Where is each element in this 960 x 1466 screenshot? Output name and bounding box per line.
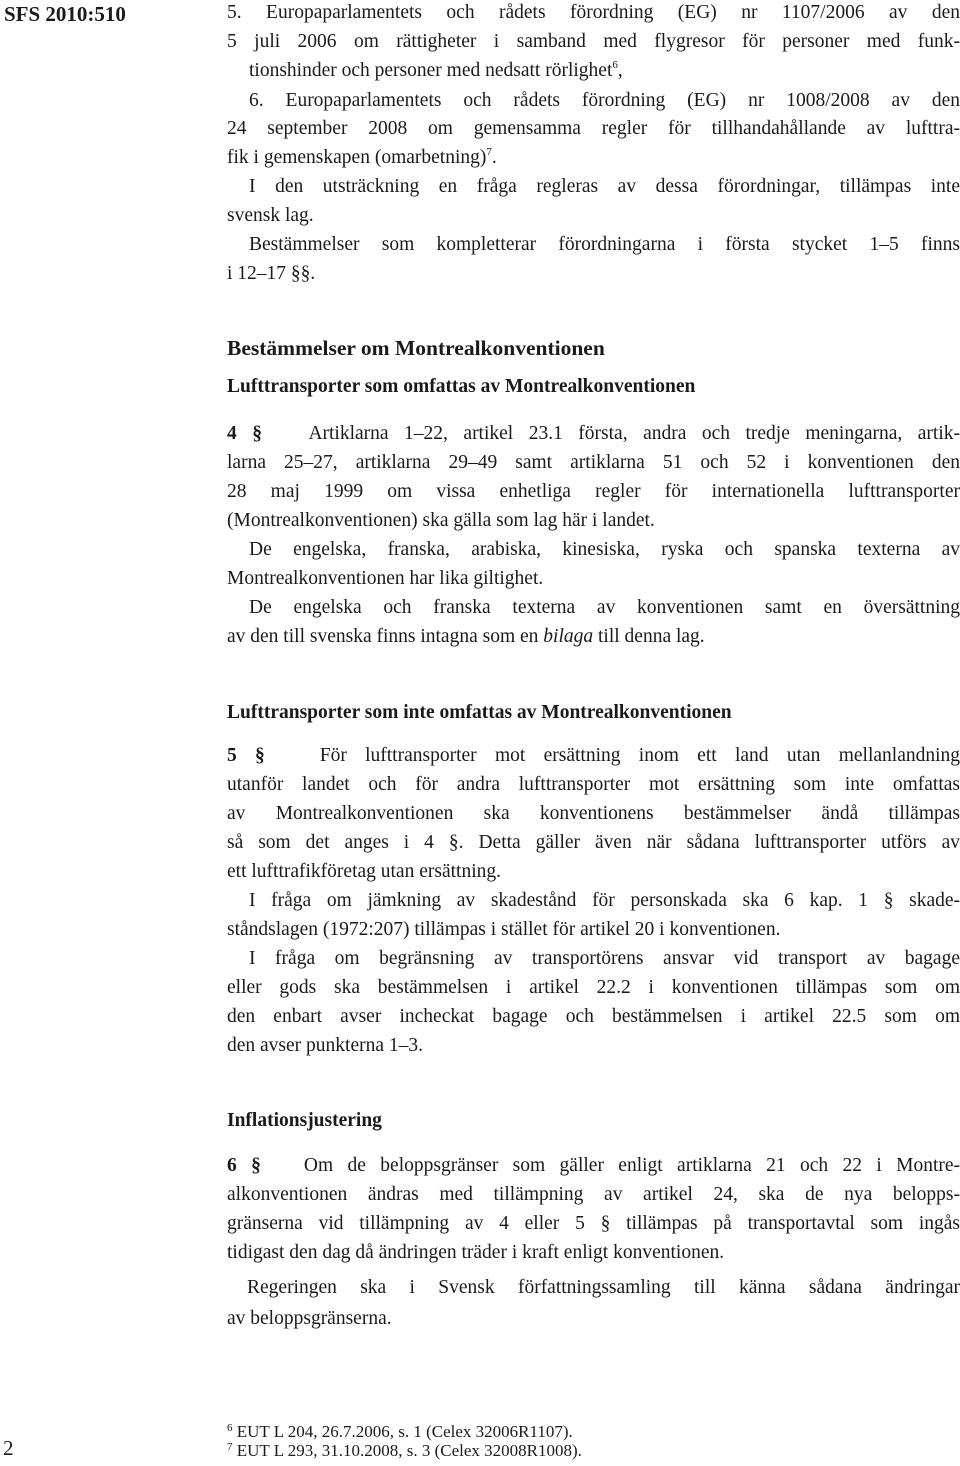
section-6-line-2: alkonventionen ändras med tillämpning av artikel 24, ska de nya belopps- xyxy=(227,1184,960,1205)
section-4-para-2-line-2: Montrealkonventionen har lika giltighet. xyxy=(227,568,544,589)
section-5-line-3: av Montrealkonventionen ska konventionens bestämmelser ändå tillämpas xyxy=(227,803,960,824)
section-4-line-4: (Montrealkonventionen) ska gälla som lag här i landet. xyxy=(227,510,655,531)
footnote-6: $^6$ EUT L 204, 26.7.2006, s. 1 (Celex 32006R1107). xyxy=(227,1422,573,1441)
section-5-line-4: så som det anges i 4 §. Detta gäller även när sådana lufttransporter utförs av xyxy=(227,832,960,853)
section-5-line-1: 5 § För lufttransporter mot ersättning inom ett land utan mellanlandning xyxy=(227,745,960,766)
section-4-para-3-line-2: av den till svenska finns intagna som en bilaga till denna lag. xyxy=(227,626,705,647)
section-5-para-3-line-4: den avser punkterna 1–3. xyxy=(227,1035,424,1056)
section-4-line-2: larna 25–27, artiklarna 29–49 samt artiklarna 51 och 52 i konventionen den xyxy=(227,452,960,473)
supplement-paragraph-line-2: i 12–17 §§. xyxy=(227,263,316,284)
section-6-number: 6 § xyxy=(227,1155,261,1176)
section-5-para-3-line-2: eller gods ska bestämmelsen i artikel 22.2 i konventionen tillämpas som om xyxy=(227,977,960,998)
scope-paragraph-line-2: svensk lag. xyxy=(227,205,314,226)
heading-not-covered-transports: Lufttransporter som inte omfattas av Montrealkonventionen xyxy=(227,702,732,723)
section-6-line-4: tidigast den dag då ändringen träder i kraft enligt konventionen. xyxy=(227,1242,725,1263)
bilaga-emphasis: bilaga xyxy=(543,626,594,647)
section-5-line-5: ett lufttrafikföretag utan ersättning. xyxy=(227,861,501,882)
footnote-ref-6: 6 xyxy=(612,59,618,71)
section-5-number: 5 § xyxy=(227,745,265,766)
supplement-paragraph-line-1: Bestämmelser som kompletterar förordningarna i första stycket 1–5 finns xyxy=(249,234,960,255)
heading-covered-transports: Lufttransporter som omfattas av Montrealkonventionen xyxy=(227,376,696,397)
heading-montreal-provisions: Bestämmelser om Montrealkonventionen xyxy=(227,336,605,360)
list-item-5-line-3: tionshinder och personer med nedsatt rörlighet$^6$, xyxy=(249,59,623,81)
section-4-number: 4 § xyxy=(227,423,262,444)
section-6-line-1: 6 § Om de beloppsgränser som gäller enligt artiklarna 21 och 22 i Montre- xyxy=(227,1155,960,1176)
list-item-5-line-2: 5 juli 2006 om rättigheter i samband med flygresor för personer med funk- xyxy=(227,31,960,52)
section-5-para-2-line-1: I fråga om jämkning av skadestånd för personskada ska 6 kap. 1 § skade- xyxy=(249,890,960,911)
heading-inflation-adjustment: Inflationsjustering xyxy=(227,1110,382,1131)
footnote-7: $^7$ EUT L 293, 31.10.2008, s. 3 (Celex 32008R1008). xyxy=(227,1441,582,1460)
section-6-line-3: gränserna vid tillämpning av 4 eller 5 § tillämpas på transportavtal som ingås xyxy=(227,1213,960,1234)
section-5-line-2: utanför landet och för andra lufttransporter mot ersättning som inte omfattas xyxy=(227,774,960,795)
list-item-6-line-3: fik i gemenskapen (omarbetning)$^7$. xyxy=(227,146,497,168)
list-item-6-line-1: 6. Europaparlamentets och rådets förordning (EG) nr 1008/2008 av den xyxy=(249,90,960,111)
section-6-para-2-line-1: Regeringen ska i Svensk författningssamling till känna sådana ändringar xyxy=(247,1277,960,1298)
list-item-6-line-2: 24 september 2008 om gemensamma regler för tillhandahållande av lufttra- xyxy=(227,118,960,139)
section-4-line-1: 4 § Artiklarna 1–22, artikel 23.1 första, andra och tredje meningarna, artik- xyxy=(227,423,960,444)
sfs-number: SFS 2010:510 xyxy=(4,2,126,26)
page-number: 2 xyxy=(3,1436,14,1460)
scope-paragraph-line-1: I den utsträckning en fråga regleras av dessa förordningar, tillämpas inte xyxy=(249,176,960,197)
section-5-para-2-line-2: ståndslagen (1972:207) tillämpas i stället för artikel 20 i konventionen. xyxy=(227,919,781,940)
list-item-5-line-1: 5. Europaparlamentets och rådets förordning (EG) nr 1107/2006 av den xyxy=(227,2,960,23)
section-4-para-2-line-1: De engelska, franska, arabiska, kinesiska, ryska och spanska texterna av xyxy=(249,539,960,560)
section-4-para-3-line-1: De engelska och franska texterna av konventionen samt en översättning xyxy=(249,597,960,618)
section-6-para-2-line-2: av beloppsgränserna. xyxy=(227,1308,392,1329)
section-5-para-3-line-3: den enbart avser incheckat bagage och bestämmelsen i artikel 22.5 som om xyxy=(227,1006,960,1027)
footnote-ref-7: 7 xyxy=(486,146,492,158)
section-5-para-3-line-1: I fråga om begränsning av transportörens ansvar vid transport av bagage xyxy=(249,948,960,969)
section-4-line-3: 28 maj 1999 om vissa enhetliga regler för internationella lufttransporter xyxy=(227,481,960,502)
